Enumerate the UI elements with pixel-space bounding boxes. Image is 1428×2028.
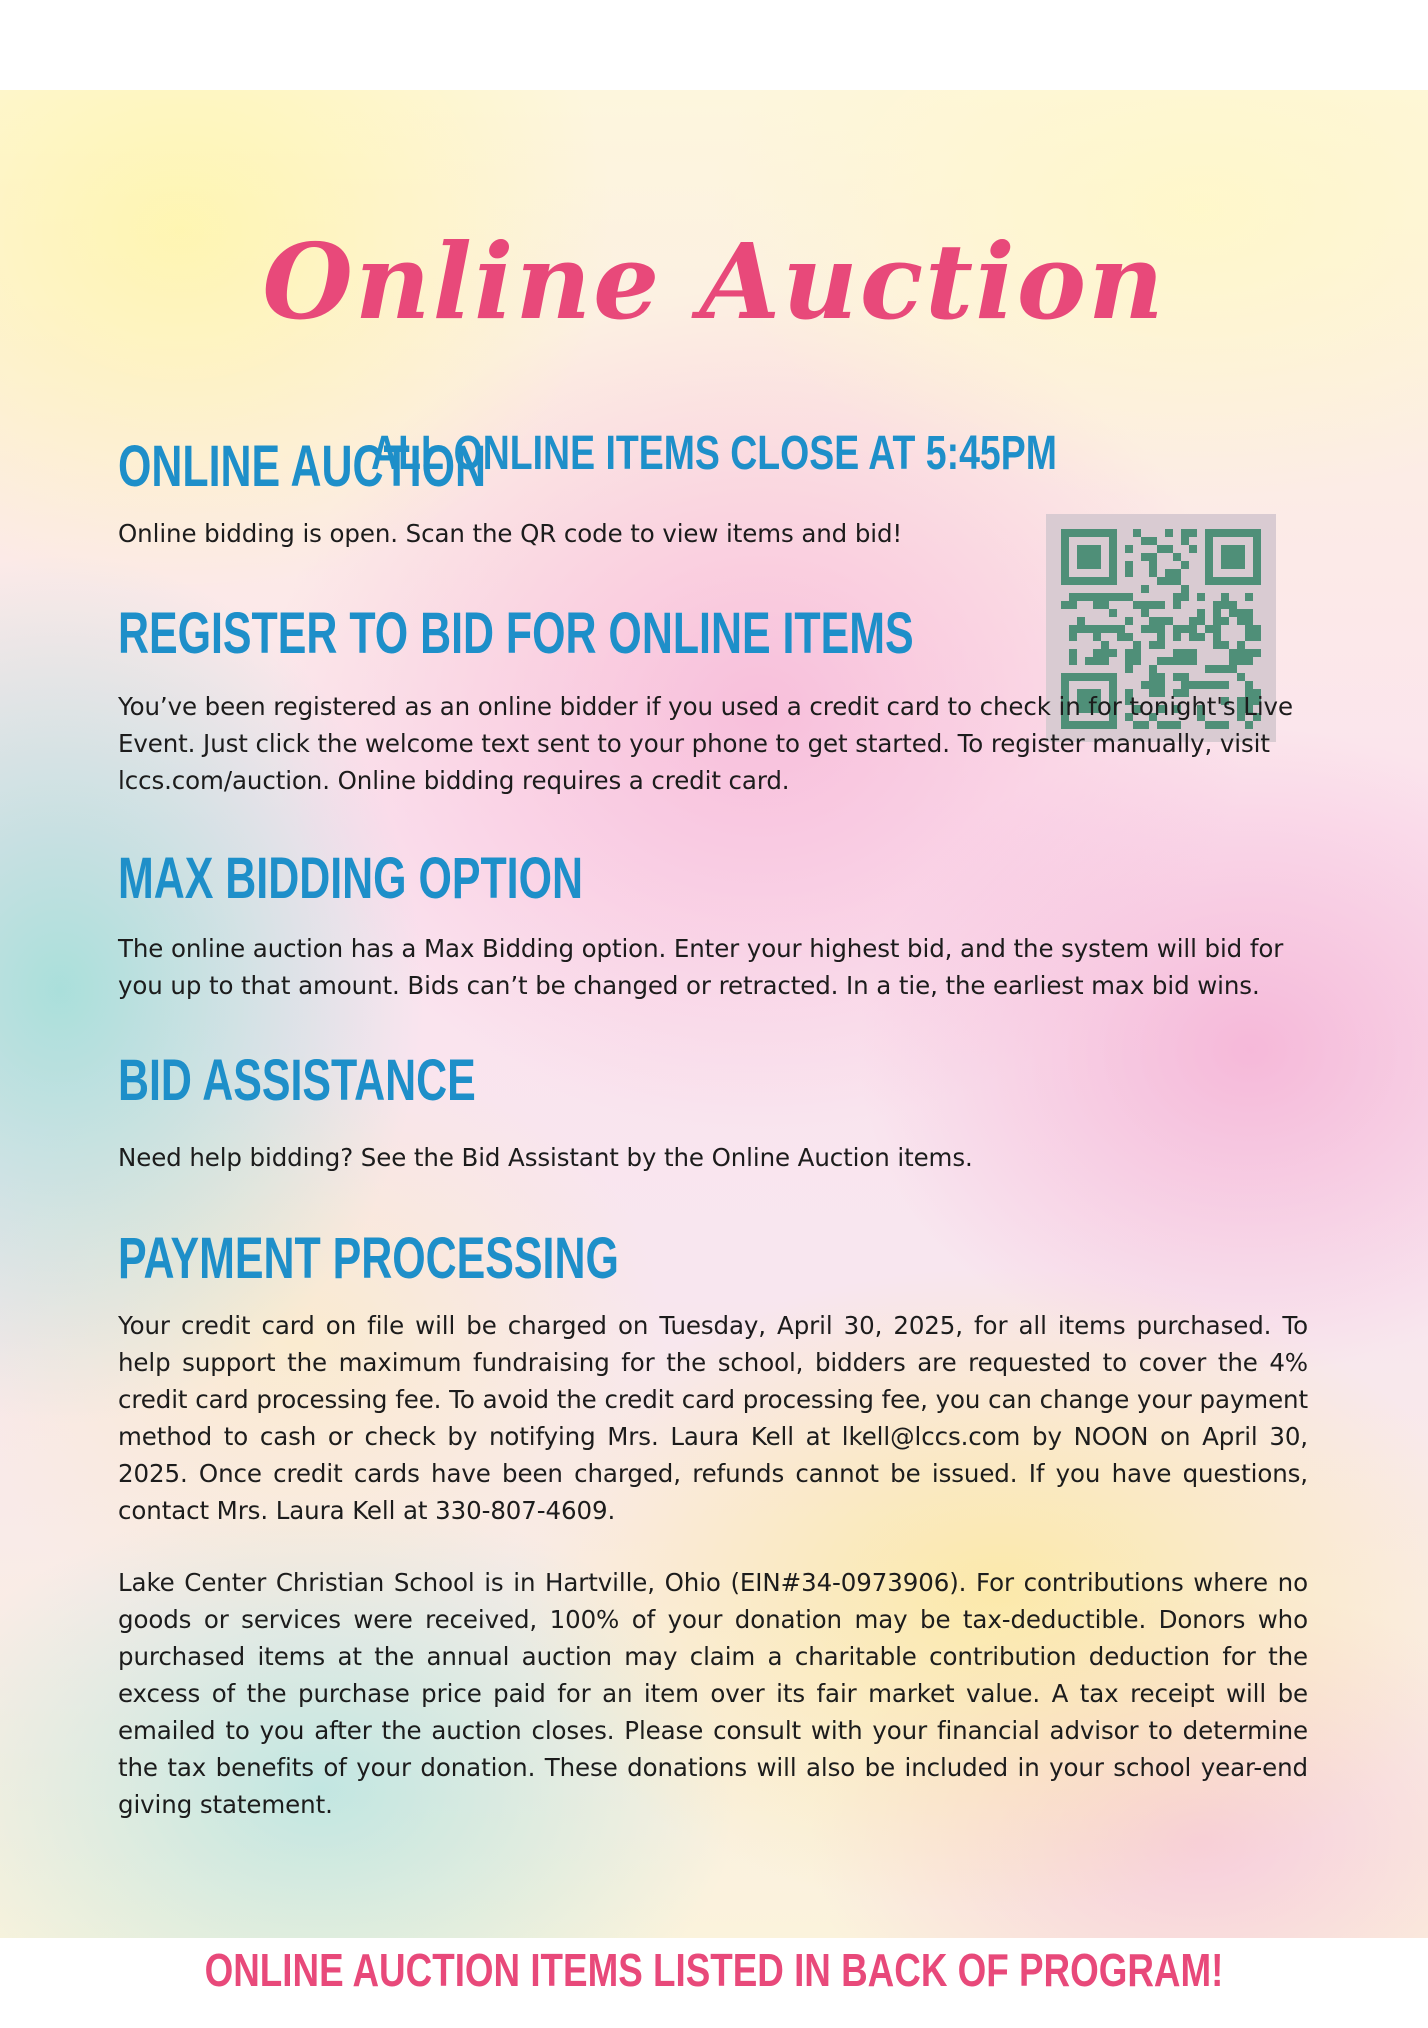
section-body-bid-assistance: Need help bidding? See the Bid Assistant by the Online Auction items.: [118, 1143, 973, 1172]
section-body-online-auction: Online bidding is open. Scan the QR code to view items and bid!: [118, 519, 903, 548]
closing-time-banner: ALL ONLINE ITEMS CLOSE AT 5:45PM: [371, 427, 1057, 480]
section-heading-payment-processing: PAYMENT PROCESSING: [118, 1226, 619, 1291]
section-body-tax-info: Lake Center Christian School is in Hartville, Ohio (EIN#34-0973906). For contributions where no goods or services were received, 100% of your donation may be tax-deductible. Donors who purchased items at the annual auction may claim a charitable contribution deduction for the excess of the purchase price paid for an item over its fair market value. A tax receipt will be emailed to you after the auction closes. Please consult with your financial advisor to determine the tax benefits of your donation. These donations will also be included in your school year-end giving statement.: [118, 1568, 1308, 1819]
section-heading-online-auction: ONLINE AUCTION: [118, 434, 486, 499]
section-heading-register: REGISTER TO BID FOR ONLINE ITEMS: [118, 601, 914, 666]
footer-note: ONLINE AUCTION ITEMS LISTED IN BACK OF PROGRAM!: [204, 1944, 1224, 1996]
section-body-max-bidding: The online auction has a Max Bidding option. Enter your highest bid, and the system will bid for you up to that amount. Bids can’t be changed or retracted. In a tie, the earliest max bid wins.: [118, 934, 1284, 1000]
flyer-title: Online Auction: [262, 220, 1166, 343]
section-heading-bid-assistance: BID ASSISTANCE: [118, 1048, 476, 1113]
flyer-background: [0, 90, 1428, 1996]
section-heading-max-bidding: MAX BIDDING OPTION: [118, 846, 583, 911]
section-body-register: You’ve been registered as an online bidder if you used a credit card to check in for tonight's Live Event. Just click the welcome text sent to your phone to get started. To register manually, visit lccs.com/auction. Online bidding requires a credit card.: [118, 692, 1293, 795]
section-body-payment-processing: Your credit card on file will be charged on Tuesday, April 30, 2025, for all items purchased. To help support the maximum fundraising for the school, bidders are requested to cover the 4% credit card processing fee. To avoid the credit card processing fee, you can change your payment method to cash or check by notifying Mrs. Laura Kell at lkell@lccs.com by NOON on April 30, 2025. Once credit cards have been charged, refunds cannot be issued. If you have questions, contact Mrs. Laura Kell at 330-807-4609.: [118, 1311, 1308, 1525]
